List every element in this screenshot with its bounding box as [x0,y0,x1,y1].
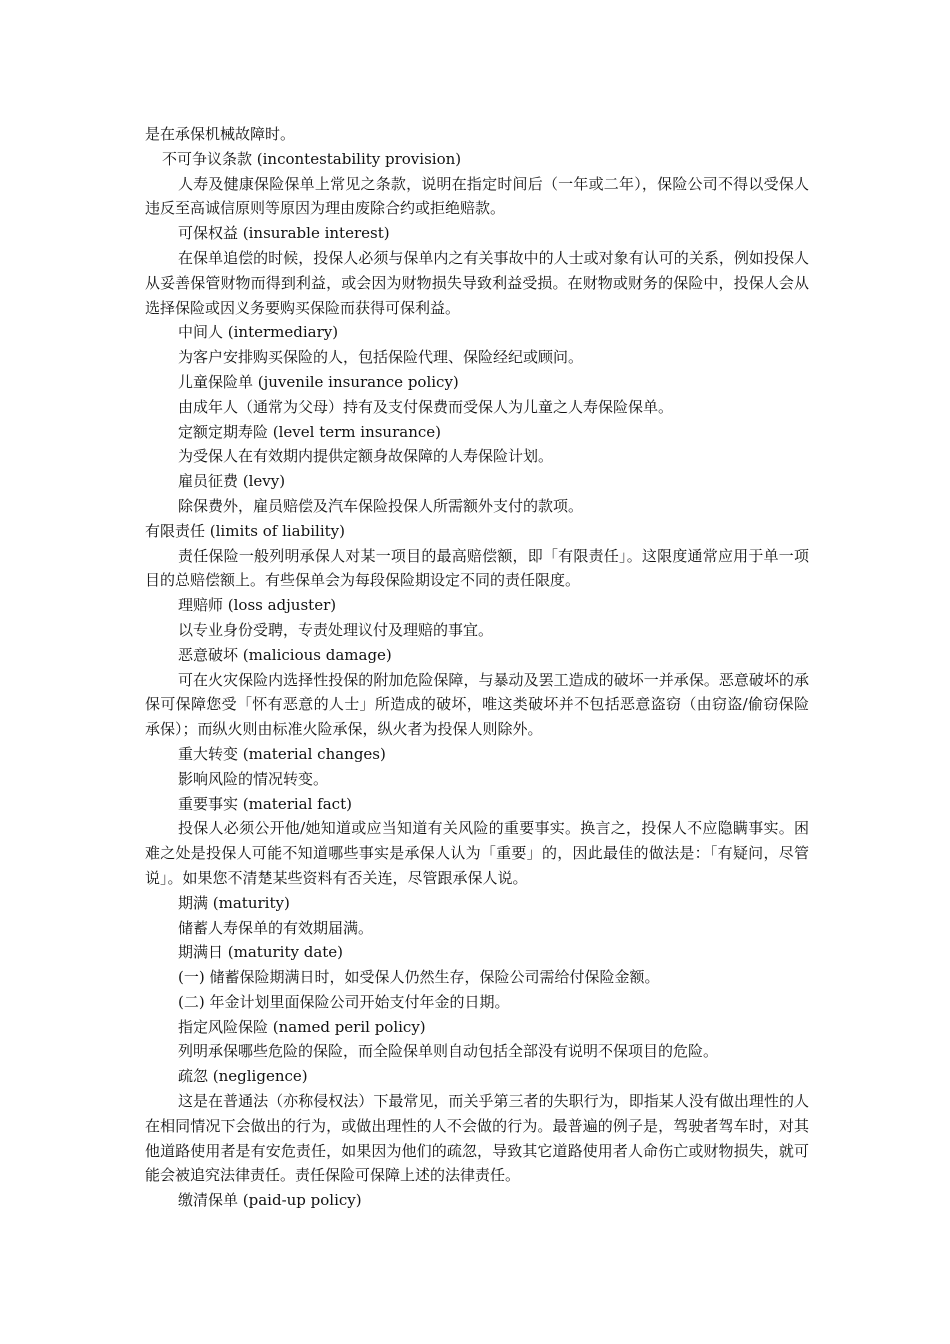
term-heading: 中间人 (intermediary) [178,323,339,342]
term-heading: 可保权益 (insurable interest) [178,224,390,243]
term-definition: 影响风险的情况转变。 [178,769,329,788]
term-definition: 列明承保哪些危险的保险，而全险保单则自动包括全部没有说明不保项目的危险。 [178,1042,719,1061]
term-definition: 除保费外，雇员赔偿及汽车保险投保人所需额外支付的款项。 [178,496,584,515]
term-definition: 以专业身份受聘，专责处理议付及理赔的事宜。 [178,620,494,639]
term-heading: 理赔师 (loss adjuster) [178,596,337,615]
term-definition: 在保单追偿的时候，投保人必须与保单内之有关事故中的人士或对象有认可的关系，例如投保人从妥善保管财物而得到利益，或会因为财物损失导致利益受损。在财物或财务的保险中，投保人会从选择保险或因义务要购买保险而获得可保利益。 [145,248,809,317]
term-definition: 责任保险一般列明承保人对某一项目的最高赔偿额，即「有限责任」。这限度通常应用于单一项目的总赔偿额上。有些保单会为每段保险期设定不同的责任限度。 [145,546,809,590]
term-heading: 缴清保单 (paid-up policy) [178,1191,362,1210]
term-heading: 指定风险保险 (named peril policy) [178,1017,426,1036]
term-heading: 定额定期寿险 (level term insurance) [178,422,441,441]
term-definition: 投保人必须公开他/她知道或应当知道有关风险的重要事实。换言之，投保人不应隐瞒事实。困难之处是投保人可能不知道哪些事实是承保人认为「重要」的，因此最佳的做法是：「有疑问，尽管说」。如果您不清楚某些资料有否关连，尽管跟承保人说。 [145,819,809,887]
term-heading: 儿童保险单 (juvenile insurance policy) [178,372,459,391]
term-heading: 重要事实 (material fact) [178,794,352,813]
term-definition: 为客户安排购买保险的人，包括保险代理、保险经纪或顾问。 [178,348,584,367]
term-heading: 期满日 (maturity date) [178,943,344,962]
term-heading: 雇员征费 (levy) [178,472,286,491]
term-definition: 为受保人在有效期内提供定额身故保障的人寿保险计划。 [178,447,554,466]
term-definition: 人寿及健康保险保单上常见之条款，说明在指定时间后（一年或二年），保险公司不得以受保人违反至高诚信原则等原因为理由废除合约或拒绝赔款。 [145,174,809,218]
term-heading: 重大转变 (material changes) [178,744,386,763]
term-definition: (二) 年金计划里面保险公司开始支付年金的日期。 [178,992,510,1011]
term-heading: 不可争议条款 (incontestability provision) [162,149,462,168]
term-definition: (一) 储蓄保险期满日时，如受保人仍然生存，保险公司需给付保险金额。 [178,968,660,987]
term-heading: 期满 (maturity) [178,893,290,912]
term-definition: 由成年人（通常为父母）持有及支付保费而受保人为儿童之人寿保险保单。 [178,397,674,416]
term-heading: 疏忽 (negligence) [178,1067,308,1086]
term-definition: 这是在普通法（亦称侵权法）下最常见，而关乎第三者的失职行为，即指某人没有做出理性的人在相同情况下会做出的行为，或做出理性的人不会做的行为。最普遍的例子是，驾驶者驾车时，对其他道路使用者是有安危责任，如果因为他们的疏忽，导致其它道路使用者人命伤亡或财物损失，就可能会被追究法律责任。责任保险可保障上述的法律责任。 [145,1092,809,1185]
term-heading: 有限责任 (limits of liability) [145,521,345,540]
term-heading: 恶意破坏 (malicious damage) [178,645,392,664]
text-line-0: 是在承保机械故障时。 [145,125,296,143]
term-definition: 储蓄人寿保单的有效期届满。 [178,918,374,937]
document-page [145,122,809,1213]
term-definition: 可在火灾保险内选择性投保的附加危险保障，与暴动及罢工造成的破坏一并承保。恶意破坏的承保可保障您受「怀有恶意的人士」所造成的破坏，唯这类破坏并不包括恶意盗窃（由窃盗/偷窃保险承保）；而纵火则由标准火险承保，纵火者为投保人则除外。 [145,670,809,739]
